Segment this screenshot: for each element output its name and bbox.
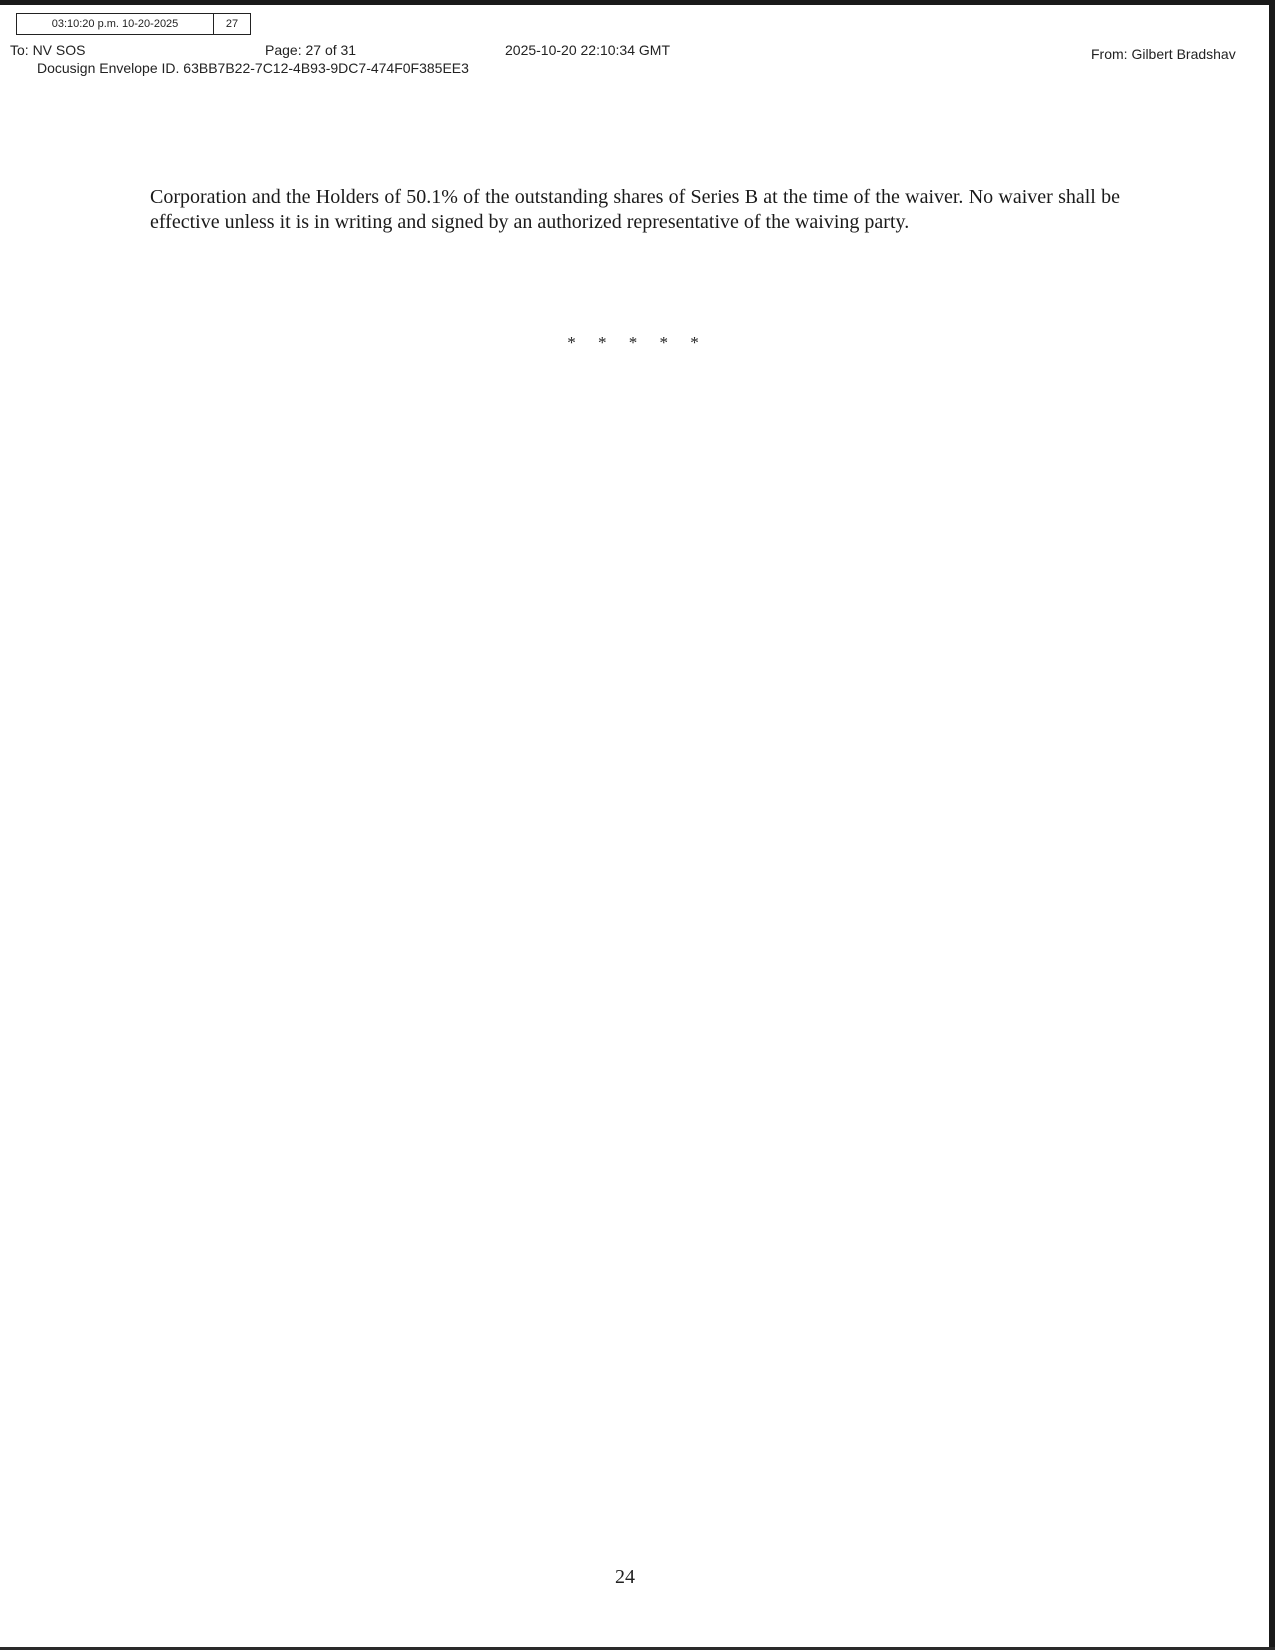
fax-sender: From: Gilbert Bradshav bbox=[1091, 46, 1236, 62]
fax-stamp-page: 27 bbox=[225, 18, 239, 30]
scan-edge-right bbox=[1269, 0, 1275, 1650]
fax-stamp bbox=[16, 13, 251, 35]
section-separator: * * * * * bbox=[567, 333, 708, 352]
page-number: 24 bbox=[615, 1566, 635, 1588]
scan-edge-top bbox=[0, 0, 1275, 5]
docusign-envelope-id: Docusign Envelope ID. 63BB7B22-7C12-4B93-9DC7-474F0F385EE3 bbox=[37, 60, 469, 76]
fax-timestamp: 2025-10-20 22:10:34 GMT bbox=[505, 42, 670, 58]
fax-recipient: To: NV SOS bbox=[10, 42, 86, 58]
body-paragraph: Corporation and the Holders of 50.1% of the outstanding shares of Series B at the time of the waiver. No waiver shall be effective unless it is in writing and signed by an authorized representative of the waiving party. bbox=[150, 186, 1120, 233]
fax-stamp-time: 03:10:20 p.m. 10-20-2025 bbox=[17, 14, 214, 34]
fax-page-count: Page: 27 of 31 bbox=[265, 42, 357, 58]
